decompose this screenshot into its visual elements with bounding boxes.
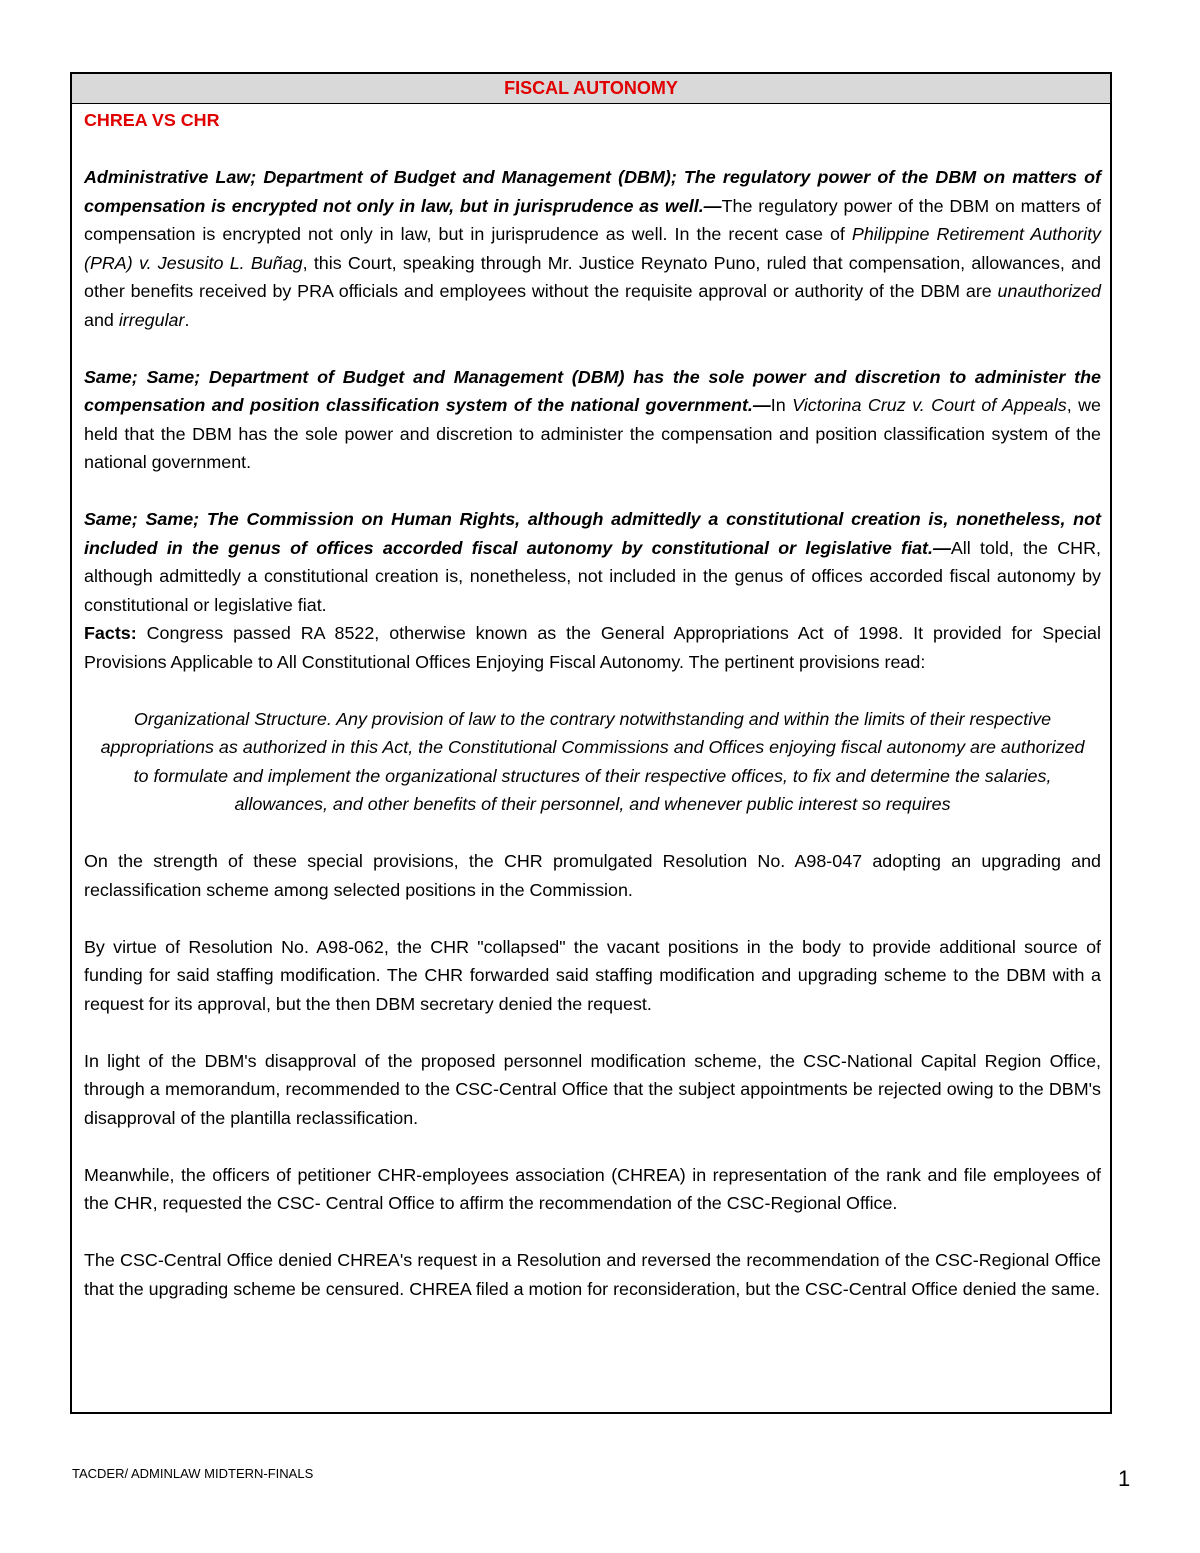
section-title: FISCAL AUTONOMY [504,78,678,98]
syllabus-heading: Same; Same; The Commission on Human Rights, although admittedly a constitutional creation is, nonetheless, not included in the genus of offices accorded fiscal autonomy by constitutional or legislative fiat.— [84,509,1101,558]
syllabus-text: The regulatory power of the DBM on matters of compensation is encrypted not only in law, but in jurisprudence as well. In the recent case of [84,195,1101,244]
syllabus-heading: Same; Same; Department of Budget and Management (DBM) has the sole power and discretion to administer the compensation and position classification system of the national government.— [84,366,1101,415]
document-body [72,104,1110,1303]
syllabus-text: All told, the CHR, although admittedly a constitutional creation is, nonetheless, not included in the genus of offices accorded fiscal autonomy by constitutional or legislative fiat. [84,537,1101,615]
syllabus-heading: Administrative Law; Department of Budget and Management (DBM); The regulatory power of the DBM on matters of compensation is encrypted not only in law, but in jurisprudence as well.— [84,167,1101,216]
footer-label: TACDER/ ADMINLAW MIDTERN-FINALS [72,1466,314,1481]
syllabus-paragraph-3 [84,505,1101,619]
quoted-provision: Organizational Structure. Any provision of law to the contrary notwithstanding and within the limits of their respective appropriations as authorized in this Act, the Constitutional Commissions and Offices enjoying fiscal autonomy are authorized to formulate and implement the organizational structures of their respective offices, to fix and determine the salaries, allowances, and other benefits of their personnel, and whenever public interest so requires [100,708,1085,814]
case-citation: Philippine Retirement Authority (PRA) v. Jesusito L. Buñag [84,224,1101,273]
facts-paragraph [84,619,1101,676]
content-box [70,72,1112,1414]
syllabus-text: and [84,309,119,330]
body-paragraph: Meanwhile, the officers of petitioner CHR-employees association (CHREA) in representation of the rank and file employees of the CHR, requested the CSC- Central Office to affirm the recommendation of the CSC-Regional Office. [84,1164,1101,1213]
page-number: 1 [1118,1466,1131,1491]
syllabus-text: In [770,395,793,415]
facts-text: Congress passed RA 8522, otherwise known as the General Appropriations Act of 1998. It provided for Special Provisions Applicable to All Constitutional Offices Enjoying Fiscal Autonomy. The pertinent provisions read: [84,623,1101,672]
emphasis-term: irregular [118,309,185,330]
body-paragraph: On the strength of these special provisions, the CHR promulgated Resolution No. A98-047 adopting an upgrading and reclassification scheme among selected positions in the Commission. [84,851,1101,900]
syllabus-paragraph-2 [84,363,1101,477]
emphasis-term: unauthorized [997,281,1101,301]
section-header [72,74,1110,104]
syllabus-text: . [184,309,190,330]
body-paragraph: In light of the DBM's disapproval of the proposed personnel modification scheme, the CSC-National Capital Region Office, through a memorandum, recommended to the CSC-Central Office that the subject appointments be rejected owing to the DBM's disapproval of the plantilla reclassification. [84,1050,1101,1128]
facts-label: Facts: [84,623,137,643]
body-paragraph: By virtue of Resolution No. A98-062, the CHR "collapsed" the vacant positions in the body to provide additional source of funding for said staffing modification. The CHR forwarded said staffing modification and upgrading scheme to the DBM with a request for its approval, but the then DBM secretary denied the request. [84,936,1101,1014]
case-citation: Victorina Cruz v. Court of Appeals [792,395,1067,415]
case-title: CHREA VS CHR [84,110,220,130]
body-paragraph: The CSC-Central Office denied CHREA's request in a Resolution and reversed the recommendation of the CSC-Regional Office that the upgrading scheme be censured. CHREA filed a motion for reconsideration, but the CSC-Central Office denied the same. [84,1250,1101,1299]
syllabus-paragraph-1 [84,163,1101,334]
syllabus-text: , this Court, speaking through Mr. Justice Reynato Puno, ruled that compensation, allowances, and other benefits received by PRA officials and employees without the requisite approval or authority of the DBM are [84,252,1101,301]
syllabus-text: , we held that the DBM has the sole power and discretion to administer the compensation and position classification system of the national government. [84,395,1101,472]
